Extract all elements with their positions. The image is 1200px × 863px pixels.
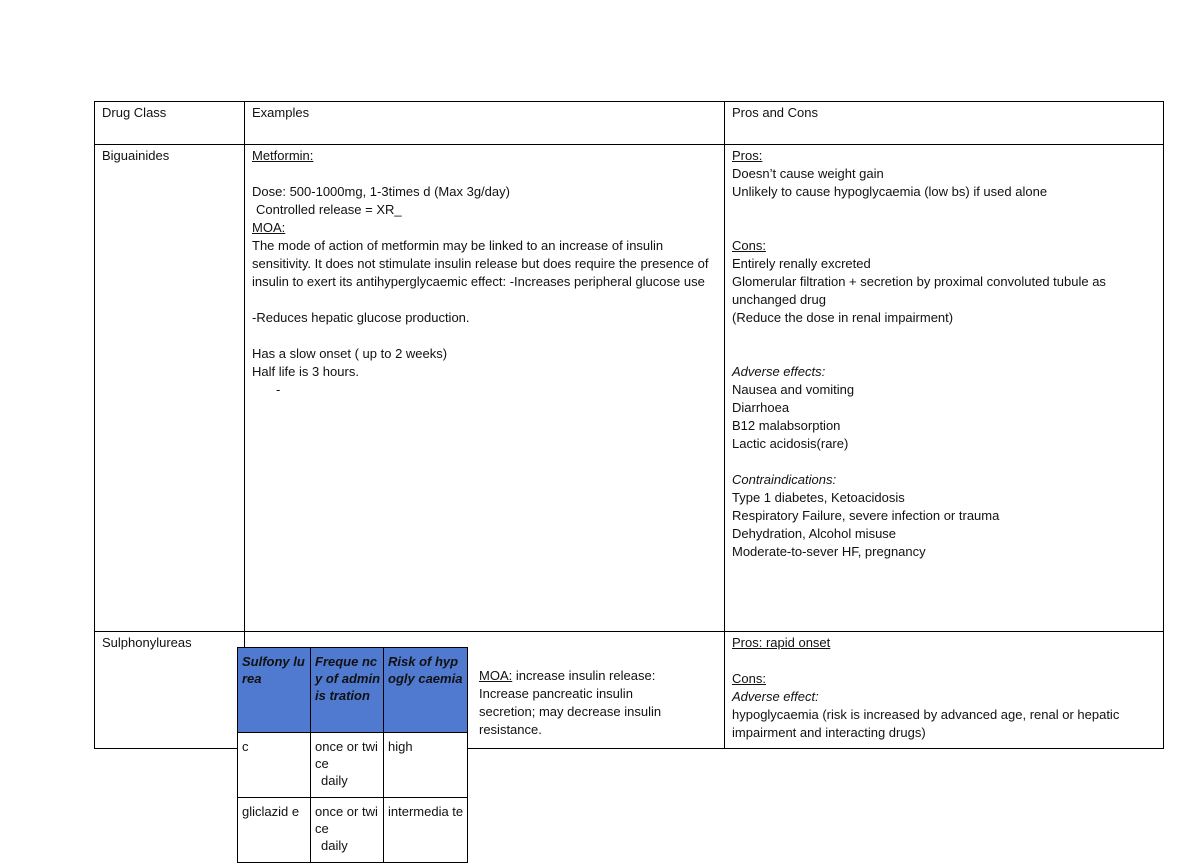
sulf-cons-label: Cons: <box>732 671 766 686</box>
table-row-biguanides <box>95 145 1164 632</box>
subtable-cell-frequency <box>311 733 384 798</box>
contra-item: Dehydration, Alcohol misuse <box>732 526 897 541</box>
sulf-pros: Pros: rapid onset <box>732 635 831 650</box>
metformin-moa-text: The mode of action of metformin may be linked to an increase of insulin sensitivity. It does not stimulate insulin release but does require the presence of insulin to exert its antihyperglycaemic effect: -Increases peripheral glucose use <box>252 238 709 289</box>
subtable-cell-risk: high <box>384 733 468 798</box>
metformin-dash: - <box>276 382 281 397</box>
table-header-row <box>95 102 1164 145</box>
subtable-header-risk: Risk of hypogly caemia <box>384 648 468 733</box>
subtable-header-row <box>238 648 468 733</box>
cons-item: Glomerular filtration + secretion by proximal convoluted tubule as unchanged drug <box>732 274 1106 307</box>
metformin-moa-label: MOA: <box>252 220 286 235</box>
pros-item: Doesn’t cause weight gain <box>732 166 884 181</box>
sulf-adverse-text: hypoglycaemia (risk is increased by advanced age, renal or hepatic impairment and interacting drugs) <box>732 707 1120 740</box>
metformin-onset: Has a slow onset ( up to 2 weeks) <box>252 346 448 361</box>
sulf-moa-body: increase insulin release: Increase pancreatic insulin secretion; may decrease insulin resistance. <box>479 668 662 737</box>
cons-label: Cons: <box>732 238 766 253</box>
header-examples: Examples <box>245 102 725 145</box>
subtable-cell-drug: gliclazid e <box>238 798 311 863</box>
metformin-controlled-release: Controlled release = XR_ <box>256 202 402 217</box>
metformin-dose: Dose: 500-1000mg, 1-3times d (Max 3g/day) <box>252 184 510 199</box>
contraindications-label: Contraindications: <box>732 472 837 487</box>
sulphonylureas-class-cell: Sulphonylureas <box>95 632 245 749</box>
subtable-cell-drug: c <box>238 733 311 798</box>
metformin-title: Metformin: <box>252 148 314 163</box>
biguanides-class-cell: Biguainides <box>95 145 245 632</box>
subtable-header-frequency: Freque ncy of adminis tration <box>311 648 384 733</box>
subtable-frequency-line: daily <box>321 838 348 853</box>
sulf-moa-text <box>479 667 691 739</box>
pros-label: Pros: <box>732 148 763 163</box>
sulfonylurea-subtable <box>237 647 468 863</box>
subtable-row <box>238 733 468 798</box>
header-drug-class: Drug Class <box>95 102 245 145</box>
contra-item: Moderate-to-sever HF, pregnancy <box>732 544 926 559</box>
adverse-item: Nausea and vomiting <box>732 382 855 397</box>
biguanides-examples-cell <box>245 145 725 632</box>
adverse-item: Lactic acidosis(rare) <box>732 436 849 451</box>
header-pros-cons: Pros and Cons <box>725 102 1164 145</box>
adverse-effects-label: Adverse effects: <box>732 364 826 379</box>
subtable-frequency-line: once or twice <box>315 804 378 836</box>
metformin-half-life: Half life is 3 hours. <box>252 364 359 379</box>
contra-item: Respiratory Failure, severe infection or trauma <box>732 508 1000 523</box>
pros-item: Unlikely to cause hypoglycaemia (low bs) if used alone <box>732 184 1048 199</box>
sulf-adverse-label: Adverse effect: <box>732 689 819 704</box>
subtable-row <box>238 798 468 863</box>
sulphonylureas-pros-cons-cell <box>725 632 1164 749</box>
subtable-frequency-line: once or twice <box>315 739 378 771</box>
metformin-reduces: -Reduces hepatic glucose production. <box>252 310 470 325</box>
subtable-cell-frequency <box>311 798 384 863</box>
contra-item: Type 1 diabetes, Ketoacidosis <box>732 490 905 505</box>
cons-item: Entirely renally excreted <box>732 256 871 271</box>
adverse-item: B12 malabsorption <box>732 418 841 433</box>
sulf-moa-label: MOA: <box>479 668 513 683</box>
subtable-frequency-line: daily <box>321 773 348 788</box>
cons-item: (Reduce the dose in renal impairment) <box>732 310 954 325</box>
subtable-header-sulfonylurea: Sulfony lurea <box>238 648 311 733</box>
biguanides-pros-cons-cell <box>725 145 1164 632</box>
adverse-item: Diarrhoea <box>732 400 790 415</box>
subtable-cell-risk: intermedia te <box>384 798 468 863</box>
